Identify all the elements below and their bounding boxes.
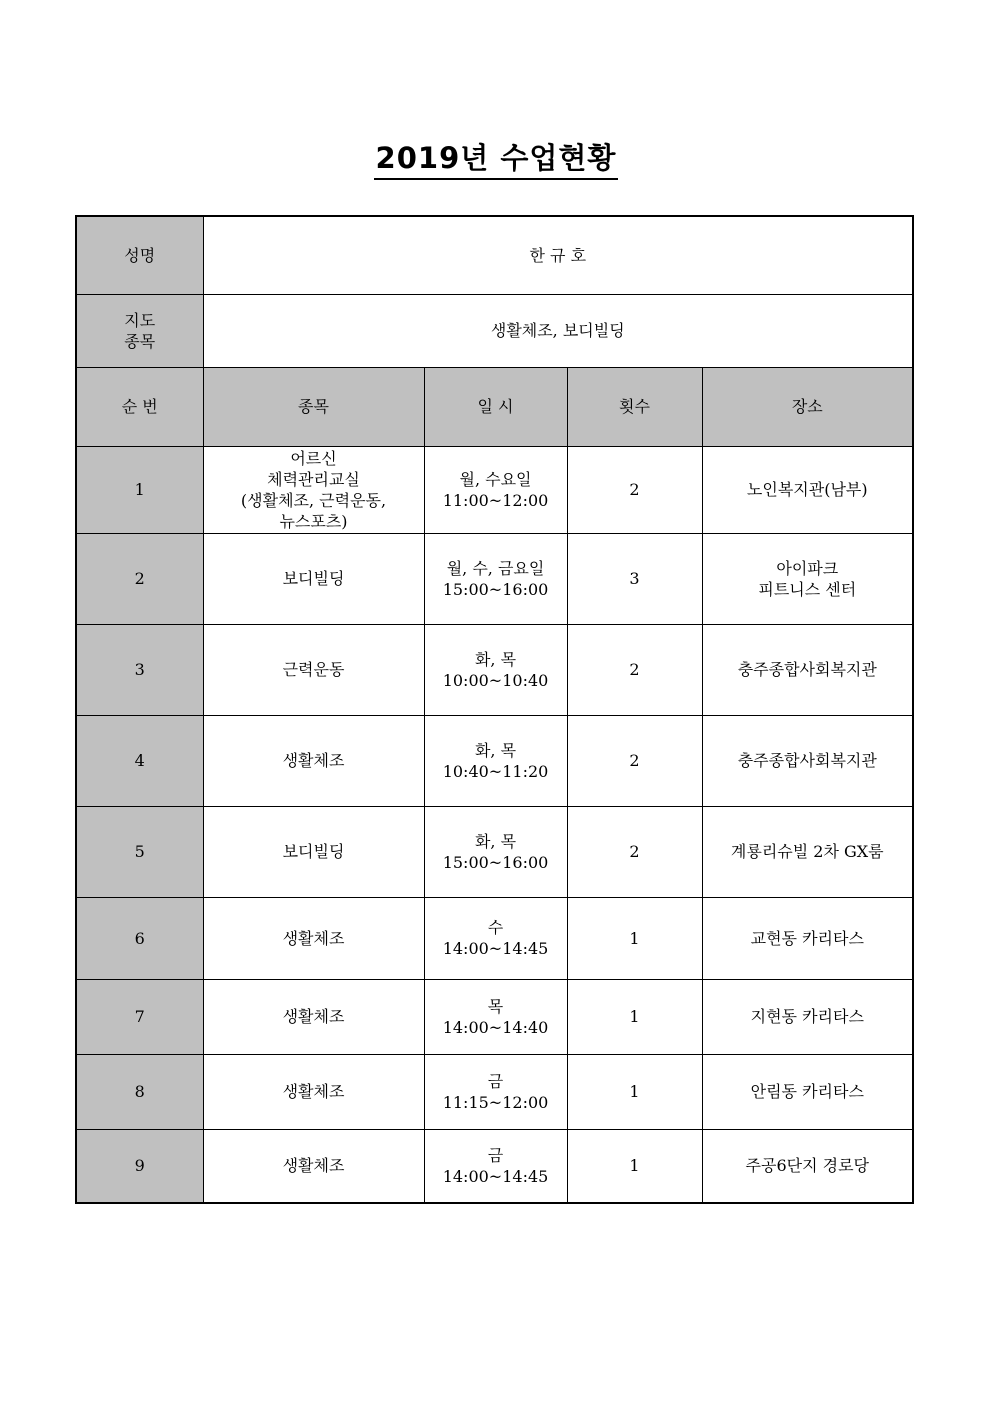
row-place xyxy=(702,1129,913,1203)
row-datetime xyxy=(424,806,567,897)
row-number: 2 xyxy=(76,533,203,624)
row-time: 14:00~14:45 xyxy=(442,939,549,958)
row-count: 2 xyxy=(567,446,702,533)
row-datetime xyxy=(424,533,567,624)
row-count: 2 xyxy=(567,806,702,897)
row-event-line: 생활체조 xyxy=(282,751,345,770)
row-place xyxy=(702,1054,913,1129)
header-datetime: 일 시 xyxy=(424,367,567,446)
row-place-line: 충주종합사회복지관 xyxy=(737,660,877,679)
row-place-line: 아이파크 xyxy=(776,558,839,578)
header-row xyxy=(76,367,913,446)
table-row xyxy=(76,446,913,533)
table-row xyxy=(76,533,913,624)
row-time: 14:00~14:40 xyxy=(442,1017,549,1037)
row-day: 금 xyxy=(487,1071,504,1091)
table-row xyxy=(76,1054,913,1129)
row-number: 5 xyxy=(76,806,203,897)
discipline-label xyxy=(76,294,203,367)
row-time: 15:00~16:00 xyxy=(442,852,549,872)
row-place-line: 계룡리슈빌 2차 GX룸 xyxy=(730,842,884,861)
row-number: 4 xyxy=(76,715,203,806)
discipline-value: 생활체조, 보디빌딩 xyxy=(203,294,913,367)
discipline-label-line1: 지도 xyxy=(124,310,156,330)
row-place xyxy=(702,979,913,1054)
row-datetime xyxy=(424,897,567,979)
row-event xyxy=(203,624,424,715)
row-place xyxy=(702,533,913,624)
row-place xyxy=(702,446,913,533)
row-count: 1 xyxy=(567,1129,702,1203)
row-place xyxy=(702,715,913,806)
row-count: 2 xyxy=(567,715,702,806)
name-label: 성명 xyxy=(76,216,203,294)
row-number: 7 xyxy=(76,979,203,1054)
row-count: 1 xyxy=(567,897,702,979)
row-place-line: 주공6단지 경로당 xyxy=(745,1156,869,1176)
row-place-line: 피트니스 센터 xyxy=(758,579,857,599)
row-event xyxy=(203,715,424,806)
row-day: 월, 수요일 xyxy=(459,469,532,489)
page-title xyxy=(0,140,992,180)
row-number: 9 xyxy=(76,1129,203,1203)
row-day: 화, 목 xyxy=(474,740,517,760)
row-number: 6 xyxy=(76,897,203,979)
header-event: 종목 xyxy=(203,367,424,446)
header-place: 장소 xyxy=(702,367,913,446)
row-time: 10:40~11:20 xyxy=(442,761,549,781)
row-event-line: 생활체조 xyxy=(282,928,345,948)
name-row xyxy=(76,216,913,294)
row-datetime xyxy=(424,624,567,715)
row-datetime xyxy=(424,979,567,1054)
row-day: 금 xyxy=(487,1145,504,1165)
table-row xyxy=(76,806,913,897)
page-title-text: 2019년 수업현황 xyxy=(374,140,619,180)
row-time: 11:00~12:00 xyxy=(442,490,549,510)
row-event-line: 보디빌딩 xyxy=(282,842,345,861)
header-count: 횟수 xyxy=(567,367,702,446)
row-event xyxy=(203,446,424,533)
row-datetime xyxy=(424,715,567,806)
row-place-line: 충주종합사회복지관 xyxy=(737,751,877,770)
row-place xyxy=(702,806,913,897)
row-event xyxy=(203,897,424,979)
row-datetime xyxy=(424,1129,567,1203)
row-count: 1 xyxy=(567,979,702,1054)
row-day: 화, 목 xyxy=(474,831,517,851)
table-row xyxy=(76,897,913,979)
row-time: 15:00~16:00 xyxy=(442,579,549,599)
row-place-line: 안림동 카리타스 xyxy=(750,1082,864,1101)
row-place xyxy=(702,897,913,979)
table-row xyxy=(76,715,913,806)
row-day: 목 xyxy=(487,996,504,1016)
row-day: 수 xyxy=(487,918,504,937)
row-number: 3 xyxy=(76,624,203,715)
row-time: 10:00~10:40 xyxy=(442,670,549,690)
row-count: 3 xyxy=(567,533,702,624)
row-time: 11:15~12:00 xyxy=(442,1092,549,1112)
row-number: 1 xyxy=(76,446,203,533)
row-event-line: 보디빌딩 xyxy=(282,569,345,588)
row-day: 화, 목 xyxy=(474,649,517,669)
row-event xyxy=(203,533,424,624)
discipline-row xyxy=(76,294,913,367)
row-event-line: 어르신 xyxy=(290,448,337,468)
row-event-line: 생활체조 xyxy=(282,1156,345,1176)
row-event-line: 근력운동 xyxy=(282,660,345,679)
row-event xyxy=(203,806,424,897)
table-row xyxy=(76,1129,913,1203)
row-place-line: 노인복지관(남부) xyxy=(746,480,868,499)
row-number: 8 xyxy=(76,1054,203,1129)
row-place xyxy=(702,624,913,715)
table-row xyxy=(76,979,913,1054)
discipline-label-line2: 종목 xyxy=(124,331,156,351)
row-count: 2 xyxy=(567,624,702,715)
name-value: 한 규 호 xyxy=(203,216,913,294)
row-count: 1 xyxy=(567,1054,702,1129)
row-event-line: 체력관리교실 xyxy=(267,469,360,489)
row-day: 월, 수, 금요일 xyxy=(446,558,545,578)
table-row xyxy=(76,624,913,715)
row-time: 14:00~14:45 xyxy=(442,1166,549,1186)
row-event-line: 생활체조 xyxy=(282,1082,345,1101)
row-event xyxy=(203,1054,424,1129)
row-event xyxy=(203,1129,424,1203)
row-event-line: 생활체조 xyxy=(282,1007,345,1026)
row-event-line: (생활체조, 근력운동, xyxy=(240,490,387,510)
schedule-table xyxy=(75,215,914,1204)
row-datetime xyxy=(424,1054,567,1129)
row-event-line: 뉴스포츠) xyxy=(279,511,348,531)
row-datetime xyxy=(424,446,567,533)
row-event xyxy=(203,979,424,1054)
row-place-line: 교현동 카리타스 xyxy=(750,928,864,948)
row-place-line: 지현동 카리타스 xyxy=(750,1007,864,1026)
header-no: 순 번 xyxy=(76,367,203,446)
